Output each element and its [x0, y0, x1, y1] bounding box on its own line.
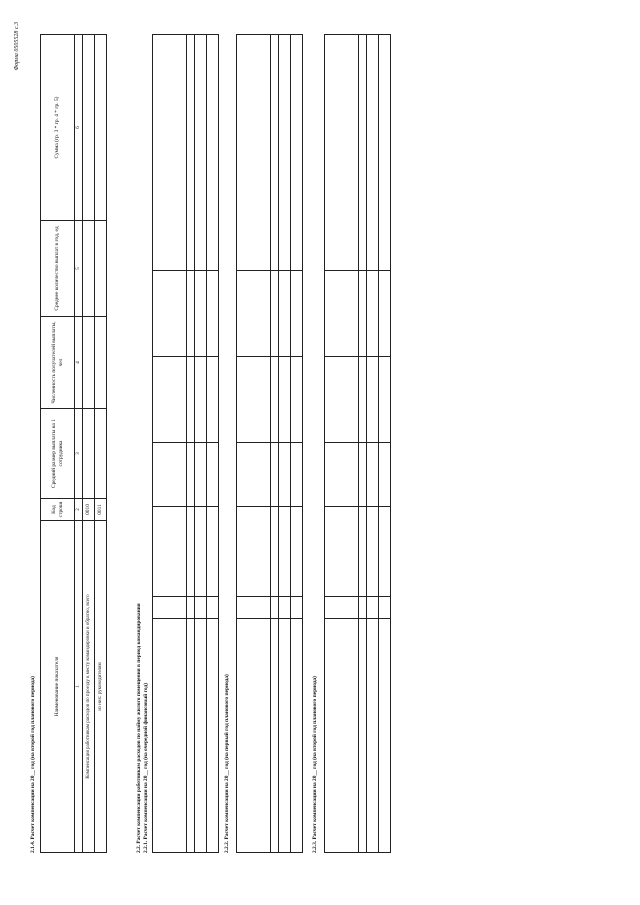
- header-recipients: [325, 357, 359, 443]
- header-avg-count: [237, 271, 271, 357]
- header-code: [325, 597, 359, 619]
- col-number: [271, 619, 279, 853]
- cell-empty[interactable]: [207, 443, 219, 507]
- cell-empty[interactable]: [367, 507, 379, 597]
- table-2-1-4: [40, 34, 107, 853]
- cell-empty[interactable]: [279, 507, 291, 597]
- header-name: [153, 619, 187, 853]
- header-name: Наименование показателя: [41, 521, 75, 853]
- header-sum: Сумма (гр. 3 * гр. 4 * гр. 5): [41, 35, 75, 221]
- cell-empty[interactable]: [83, 35, 95, 221]
- cell-empty[interactable]: [291, 35, 303, 271]
- cell-empty[interactable]: [195, 271, 207, 357]
- section-2-2-title: 2.2. Расчет компенсации работникам расходов по найму жилого помещения в период командирования: [136, 603, 142, 853]
- header-days: [325, 443, 359, 507]
- cell-empty[interactable]: [195, 357, 207, 443]
- cell-empty[interactable]: [279, 443, 291, 507]
- cell-empty[interactable]: [291, 357, 303, 443]
- col-number: [359, 507, 367, 597]
- col-number: [271, 35, 279, 271]
- header-avg-payment: Средний размер выплаты на 1 сотрудника: [41, 409, 75, 499]
- row-name: [291, 619, 303, 853]
- cell-empty[interactable]: [207, 357, 219, 443]
- col-number: [187, 507, 195, 597]
- col-number: [359, 35, 367, 271]
- cell-empty[interactable]: [95, 317, 107, 409]
- cell-empty[interactable]: [207, 35, 219, 271]
- cell-empty[interactable]: [195, 35, 207, 271]
- col-number: [187, 35, 195, 271]
- col-number: [271, 357, 279, 443]
- cell-empty[interactable]: [83, 409, 95, 499]
- col-number: [271, 507, 279, 597]
- row-code: [291, 597, 303, 619]
- cell-empty[interactable]: [291, 507, 303, 597]
- col-number: [359, 357, 367, 443]
- header-sum: [325, 35, 359, 271]
- cell-empty[interactable]: [207, 507, 219, 597]
- row-name: [207, 619, 219, 853]
- row-name: [195, 619, 207, 853]
- col-number: [187, 357, 195, 443]
- form-code: Форма 0505528 с.3: [14, 22, 20, 71]
- col-number: [359, 619, 367, 853]
- cell-empty[interactable]: [379, 443, 391, 507]
- cell-empty[interactable]: [379, 357, 391, 443]
- cell-empty[interactable]: [367, 35, 379, 271]
- col-number: 5: [75, 221, 83, 317]
- cell-empty[interactable]: [95, 221, 107, 317]
- cell-empty[interactable]: [207, 271, 219, 357]
- cell-empty[interactable]: [279, 271, 291, 357]
- col-number: [187, 597, 195, 619]
- header-avg-count: Среднее количество выплат в год, ед: [41, 221, 75, 317]
- col-number: [359, 597, 367, 619]
- header-avg-count: [325, 271, 359, 357]
- header-recipients: [153, 357, 187, 443]
- section-2-1-4-title: 2.1.4. Расчет компенсации на 20__ год (на второй год планового периода): [30, 676, 36, 853]
- cell-empty[interactable]: [291, 271, 303, 357]
- col-number: [359, 443, 367, 507]
- section-2-2-3-title: 2.2.3. Расчет компенсации на 20__ год (на второй год планового периода): [312, 676, 318, 853]
- header-sum: [237, 35, 271, 271]
- row-name: [379, 619, 391, 853]
- row-code: 0011: [95, 499, 107, 521]
- header-sum: [153, 35, 187, 271]
- col-number: 1: [75, 521, 83, 853]
- header-days: [237, 443, 271, 507]
- cell-empty[interactable]: [195, 507, 207, 597]
- row-name: Компенсация работникам расходов по проезду к месту командировки и обратно, всего: [83, 521, 95, 853]
- row-code: [367, 597, 379, 619]
- row-name: [367, 619, 379, 853]
- section-2-2-1-title: 2.2.1. Расчет компенсации на 20__ год (на очередной финансовый год): [143, 683, 149, 853]
- cell-empty[interactable]: [95, 35, 107, 221]
- table-2-2-1: [152, 34, 219, 853]
- cell-empty[interactable]: [367, 443, 379, 507]
- header-recipients: Численность получателей выплаты, чел: [41, 317, 75, 409]
- header-days: [153, 443, 187, 507]
- row-code: [207, 597, 219, 619]
- table-2-2-3: [324, 34, 391, 853]
- header-avg-payment: [153, 507, 187, 597]
- cell-empty[interactable]: [83, 221, 95, 317]
- col-number: [271, 443, 279, 507]
- cell-empty[interactable]: [379, 271, 391, 357]
- col-number: [271, 597, 279, 619]
- row-name: из них: руководителям: [95, 521, 107, 853]
- header-recipients: [237, 357, 271, 443]
- cell-empty[interactable]: [367, 357, 379, 443]
- cell-empty[interactable]: [95, 409, 107, 499]
- col-number: [359, 271, 367, 357]
- col-number: [187, 619, 195, 853]
- cell-empty[interactable]: [195, 443, 207, 507]
- header-avg-payment: [325, 507, 359, 597]
- table-2-2-2: [236, 34, 303, 853]
- row-name: [279, 619, 291, 853]
- col-number: 2: [75, 499, 83, 521]
- header-avg-payment: [237, 507, 271, 597]
- cell-empty[interactable]: [279, 35, 291, 271]
- header-name: [237, 619, 271, 853]
- row-code: [379, 597, 391, 619]
- section-2-2-2-title: 2.2.2. Расчет компенсации на 20__ год (на первый год планового периода): [224, 674, 230, 853]
- col-number: 6: [75, 35, 83, 221]
- header-code: Код строки: [41, 499, 75, 521]
- cell-empty[interactable]: [367, 271, 379, 357]
- col-number: 4: [75, 317, 83, 409]
- cell-empty[interactable]: [379, 35, 391, 271]
- col-number: [187, 271, 195, 357]
- col-number: [271, 271, 279, 357]
- cell-empty[interactable]: [279, 357, 291, 443]
- header-code: [153, 597, 187, 619]
- row-code: [279, 597, 291, 619]
- col-number: 3: [75, 409, 83, 499]
- row-code: 0010: [83, 499, 95, 521]
- col-number: [187, 443, 195, 507]
- header-avg-count: [153, 271, 187, 357]
- cell-empty[interactable]: [83, 317, 95, 409]
- header-code: [237, 597, 271, 619]
- row-code: [195, 597, 207, 619]
- cell-empty[interactable]: [379, 507, 391, 597]
- header-name: [325, 619, 359, 853]
- cell-empty[interactable]: [291, 443, 303, 507]
